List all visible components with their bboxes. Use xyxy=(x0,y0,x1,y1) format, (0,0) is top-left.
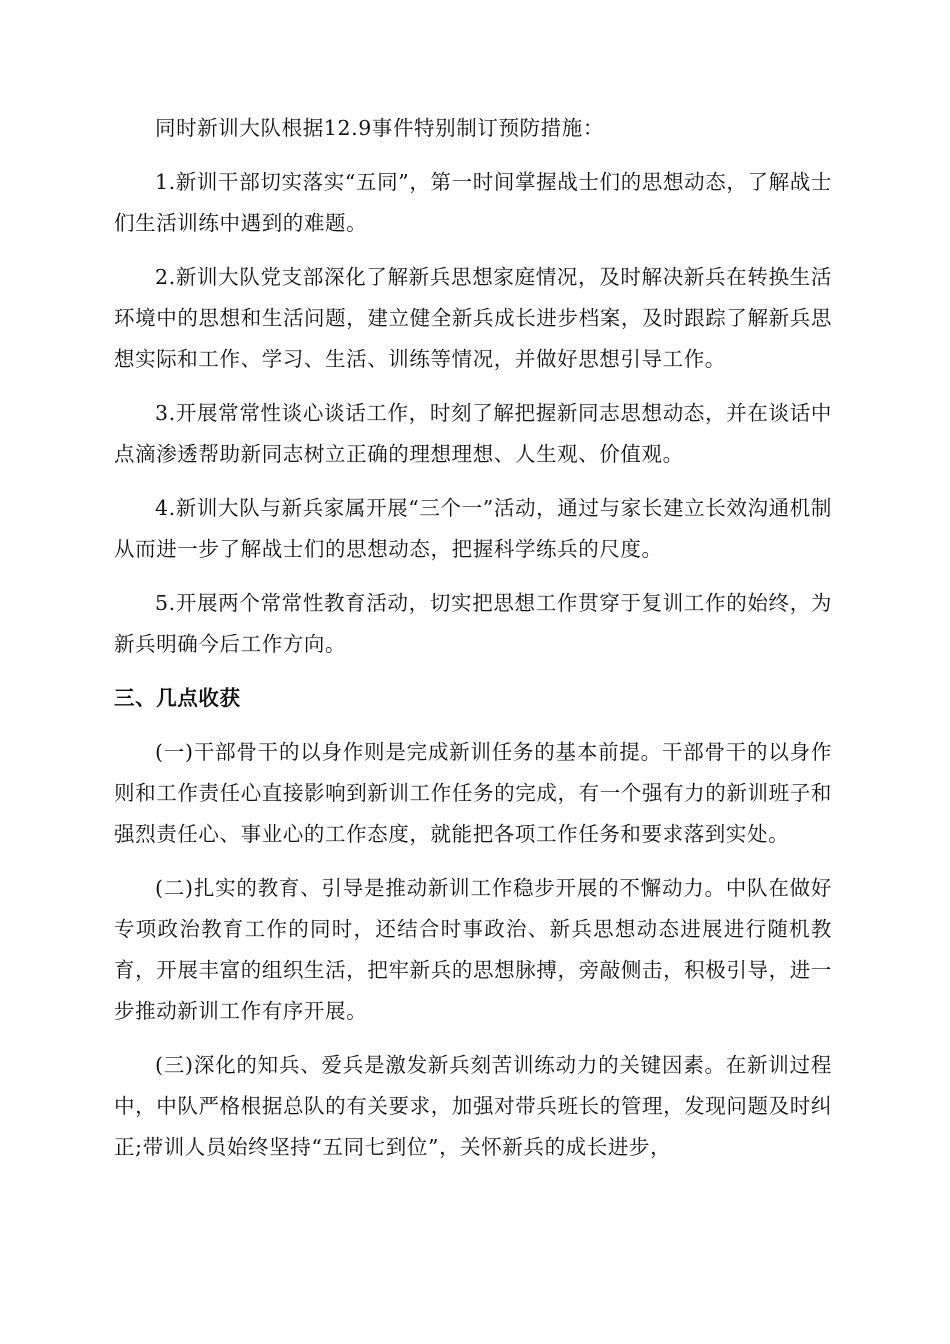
paragraph-intro: 同时新训大队根据12.9事件特别制订预防措施： xyxy=(155,116,604,140)
paragraph-measure-4: 4.新训大队与新兵家属开展“三个一”活动，通过与家长建立长效沟通机制从而进一步了解战士们的思想动态，把握科学练兵的尺度。 xyxy=(114,496,832,561)
paragraph-gain-2: (二)扎实的教育、引导是推动新训工作稳步开展的不懈动力。中队在做好专项政治教育工作的同时，还结合时事政治、新兵思想动态进展进行随机教育，开展丰富的组织生活，把牢新兵的思想脉搏，旁敲侧击，积极引导，进一步推动新训工作有序开展。 xyxy=(114,876,832,1023)
document-body xyxy=(114,108,832,1181)
paragraph-measure-3: 3.开展常常性谈心谈话工作，时刻了解把握新同志思想动态，并在谈话中点滴渗透帮助新同志树立正确的理想理想、人生观、价值观。 xyxy=(114,401,832,466)
paragraph-measure-2: 2.新训大队党支部深化了解新兵思想家庭情况，及时解决新兵在转换生活环境中的思想和生活问题，建立健全新兵成长进步档案，及时跟踪了解新兵思想实际和工作、学习、生活、训练等情况，并做好思想引导工作。 xyxy=(114,265,832,371)
paragraph-gain-1: (一)干部骨干的以身作则是完成新训任务的基本前提。干部骨干的以身作则和工作责任心直接影响到新训工作任务的完成，有一个强有力的新训班子和强烈责任心、事业心的工作态度，就能把各项工作任务和要求落到实处。 xyxy=(114,740,832,846)
paragraph-measure-1: 1.新训干部切实落实“五同”，第一时间掌握战士们的思想动态，了解战士们生活训练中遇到的难题。 xyxy=(114,170,832,235)
paragraph-measure-5: 5.开展两个常常性教育活动，切实把思想工作贯穿于复训工作的始终，为新兵明确今后工作方向。 xyxy=(114,591,832,656)
section-heading: 三、几点收获 xyxy=(114,686,241,710)
paragraph-gain-3: (三)深化的知兵、爱兵是激发新兵刻苦训练动力的关键因素。在新训过程中，中队严格根据总队的有关要求，加强对带兵班长的管理，发现问题及时纠正;带训人员始终坚持“五同七到位”，关怀新兵的成长进步， xyxy=(114,1053,832,1159)
